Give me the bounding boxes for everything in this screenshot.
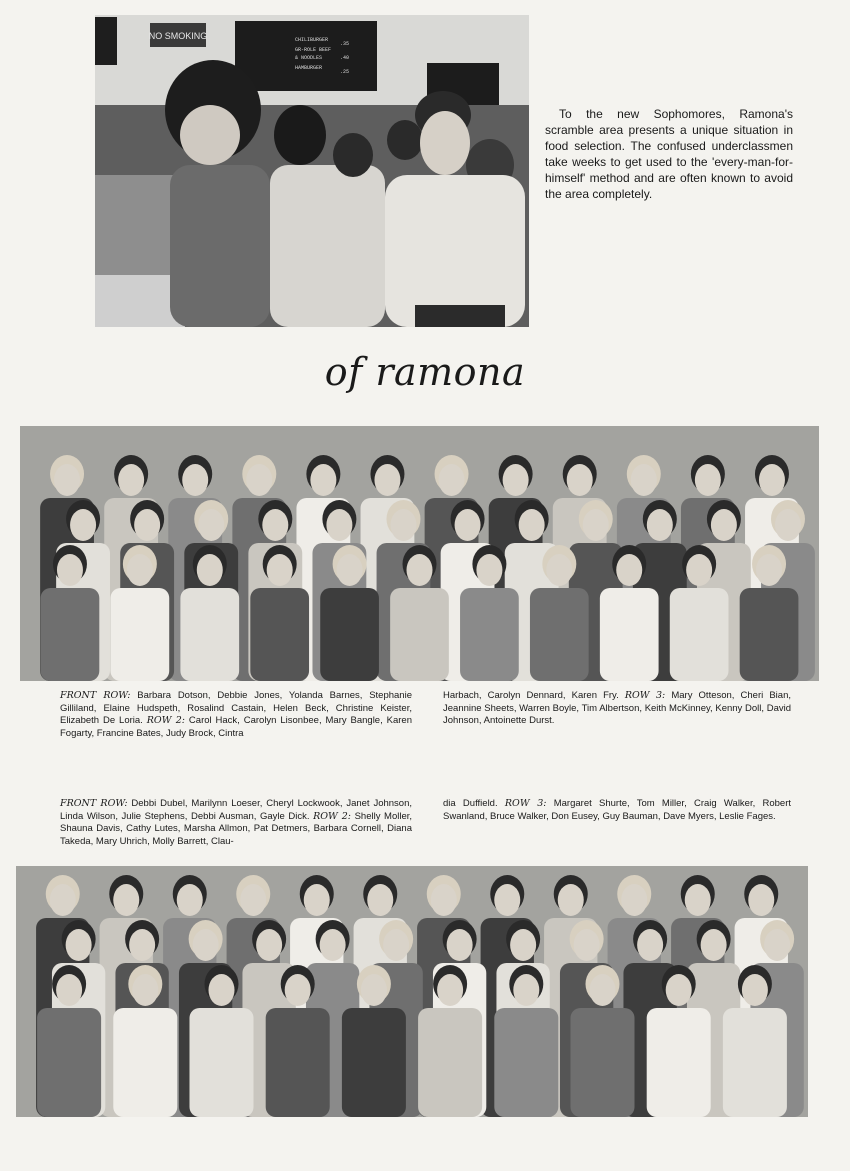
row-label: ROW 2: <box>146 715 185 726</box>
group-photo-1 <box>20 426 819 681</box>
menu-price: .35 <box>340 41 350 47</box>
row-names: Carol Hack, Carolyn Lisonbee, Mary Bangle, Karen Fogarty, Francine Bates, Judy Brock, Cintra <box>60 715 412 739</box>
row-names: dia Duffield. <box>443 798 498 809</box>
group-photo-1-illustration <box>20 426 819 681</box>
menu-line: CHILIBURGER <box>295 37 329 43</box>
menu-line: HAMBURGER <box>295 65 323 71</box>
cafeteria-photo <box>95 15 529 327</box>
roster-2-left-column <box>60 798 412 848</box>
photo-caption: To the new Sophomores, Ramona's scramble area presents a unique situation in food selection. The confused underclassmen take weeks to get used to the 'every-man-for-himself' method and are often known to avoid the area completely. <box>545 107 793 201</box>
row-label: ROW 2: <box>313 810 351 822</box>
row-label: ROW 3: <box>624 690 666 701</box>
row-label: FRONT ROW: <box>60 798 128 809</box>
roster-1-right-column <box>443 690 791 728</box>
row-label: ROW 3: <box>504 798 547 809</box>
group-photo-2-illustration <box>16 866 808 1117</box>
row-names: Debbi Dubel, Marilynn Loeser, Cheryl Lockwook, Janet Johnson, Linda Wilson, Julie Stephens, Debbi Ausman, Gayle Dick. <box>60 798 412 822</box>
row-names: Margaret Shurte, Tom Miller, Craig Walker, Robert Swanland, Bruce Walker, Don Eusey, Guy Bauman, Dave Myers, Leslie Fages. <box>443 798 792 822</box>
menu-line: GR-ROLE BEEF <box>295 47 332 53</box>
row-names: Barbara Dotson, Debbie Jones, Yolanda Barnes, Stephanie Gilliland, Elaine Hudspeth, Rosalind Castain, Helen Beck, Christine Keister, Elizabeth De Loria. <box>60 690 412 726</box>
cafeteria-photo-illustration <box>95 15 529 327</box>
row-label: FRONT ROW: <box>60 690 131 701</box>
row-names: Harbach, Carolyn Dennard, Karen Fry. <box>443 690 619 701</box>
row-names: Mary Otteson, Cheri Bian, Jeannine Sheets, Warren Boyle, Tim Albertson, Keith McKinney, Kenny Doll, David Johnson, Antoinette Durst. <box>443 690 791 726</box>
row-names: Shelly Moller, Shauna Davis, Cathy Lutes, Marsha Allmon, Pat Detmers, Barbara Cornell, Diana Takeda, Mary Uhrich, Molly Barrett, Clau- <box>60 810 413 847</box>
menu-price: .25 <box>340 69 350 75</box>
menu-price: .40 <box>340 55 350 61</box>
section-title: of ramona <box>324 350 526 394</box>
menu-line: & NOODLES <box>295 55 323 61</box>
roster-2-right-column <box>443 798 791 823</box>
group-photo-2 <box>16 866 808 1117</box>
no-smoking-sign: NO SMOKING <box>148 31 208 41</box>
roster-1-left-column <box>60 690 412 740</box>
